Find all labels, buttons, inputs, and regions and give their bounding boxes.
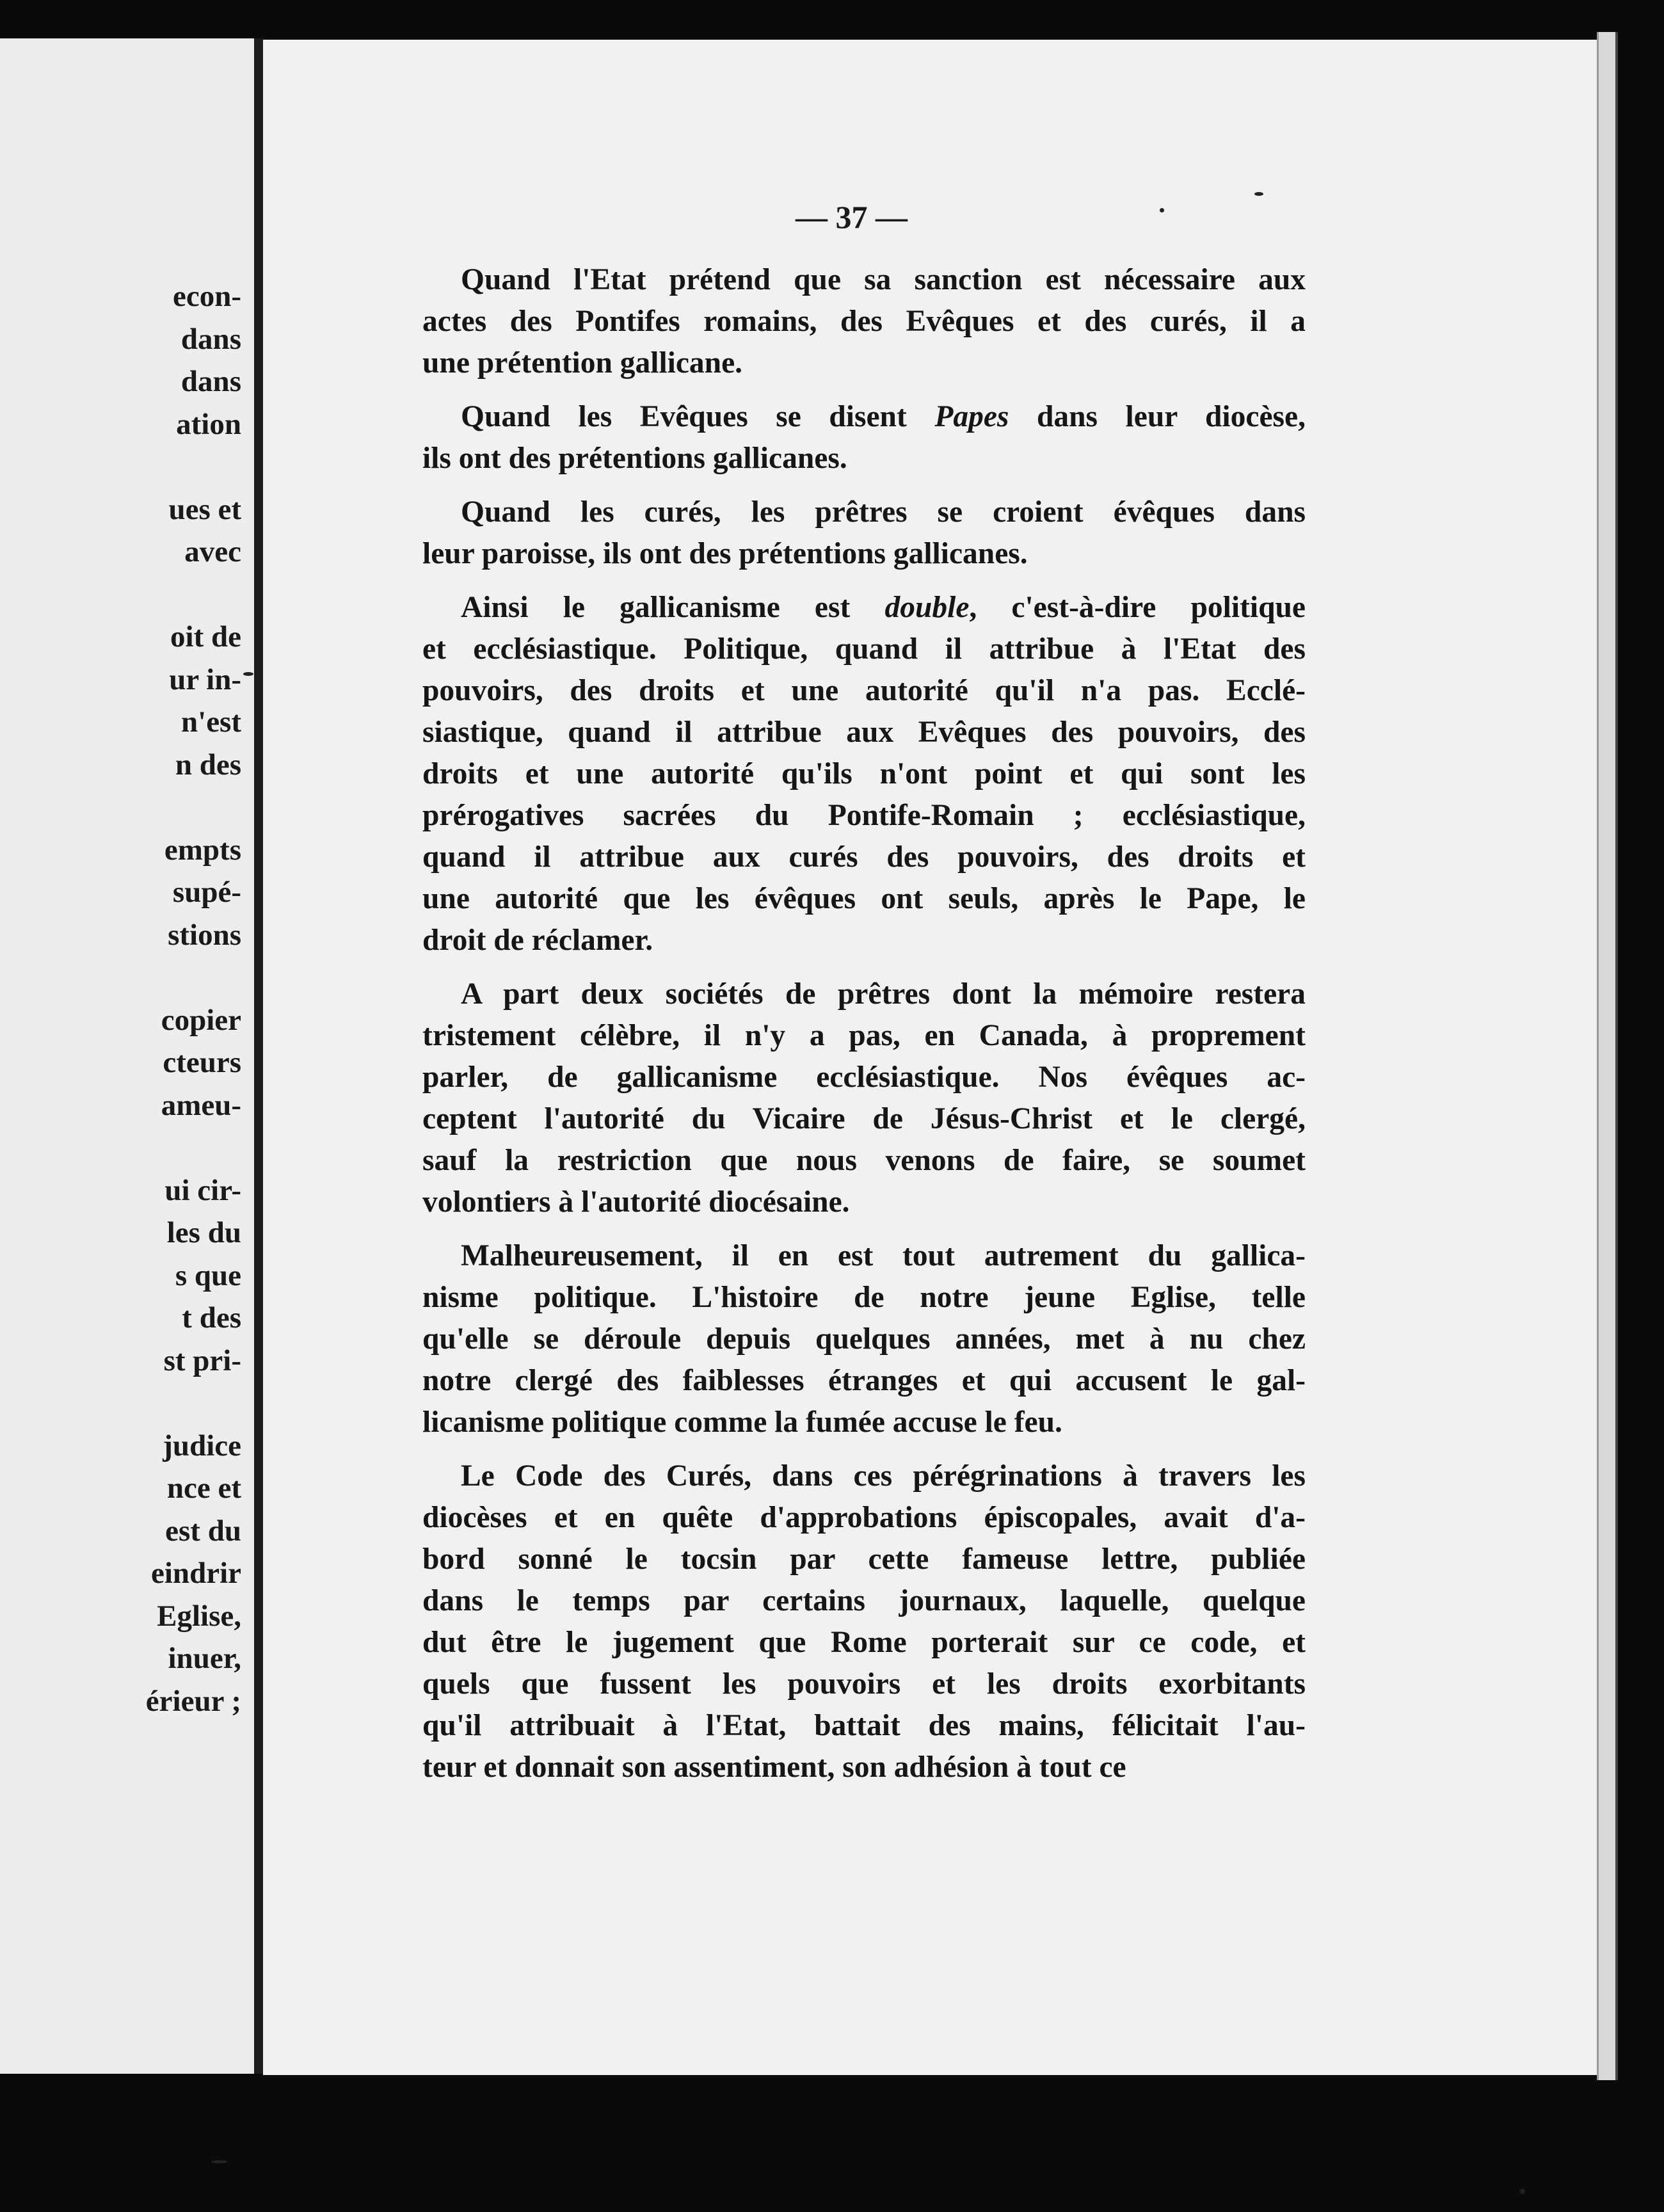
- left-page-fragment: ameu-: [161, 1088, 241, 1122]
- text-line: qu'elle se déroule depuis quelques années, met à nu chez: [422, 1322, 1306, 1356]
- text-line: A part deux sociétés de prêtres dont la mémoire restera: [461, 977, 1306, 1011]
- text-line: une prétention gallicane.: [422, 346, 743, 380]
- text-line: parler, de gallicanisme ecclésiastique. Nos évêques ac-: [422, 1061, 1306, 1094]
- left-page-fragment: st pri-: [163, 1343, 241, 1377]
- page-number: — 37 —: [796, 199, 908, 235]
- text-line: dut être le jugement que Rome porterait sur ce code, et: [422, 1626, 1306, 1659]
- text-line: une autorité que les évêques ont seuls, après le Pape, le: [422, 882, 1306, 915]
- text-line: sauf la restriction que nous venons de faire, se soumet: [422, 1144, 1306, 1177]
- left-page-fragment: ues et: [168, 492, 241, 526]
- text-line: nisme politique. L'histoire de notre jeune Eglise, telle: [422, 1281, 1306, 1314]
- left-page-fragment: copier: [161, 1003, 241, 1037]
- text-line: ils ont des prétentions gallicanes.: [422, 442, 847, 475]
- left-page-fragment: nce et: [166, 1471, 241, 1505]
- text-line: droit de réclamer.: [422, 924, 653, 957]
- left-page-fragment: Eglise,: [157, 1599, 241, 1633]
- text-line: quand il attribue aux curés des pouvoirs, des droits et: [422, 840, 1306, 874]
- paragraph: [422, 974, 1306, 1223]
- left-page-fragment: oit de: [170, 620, 241, 653]
- text-line: Quand les curés, les prêtres se croient évêques dans: [461, 495, 1306, 529]
- text-line: bord sonné le tocsin par cette fameuse lettre, publiée: [422, 1543, 1306, 1576]
- text-line: teur et donnait son assentiment, son adhésion à tout ce: [422, 1751, 1126, 1784]
- left-page-fragment: dans: [180, 365, 241, 398]
- paragraph: [422, 587, 1306, 961]
- text-line: Quand les Evêques se disent Papes dans leur diocèse,: [461, 400, 1306, 433]
- left-page-fragment: eindrir: [151, 1557, 241, 1590]
- left-page-fragment: empts: [164, 833, 241, 867]
- text-line: leur paroisse, ils ont des prétentions gallicanes.: [422, 537, 1028, 570]
- text-line: tristement célèbre, il n'y a pas, en Canada, à proprement: [422, 1019, 1306, 1052]
- left-page-fragment: stions: [168, 918, 241, 952]
- left-page-fragment: t des: [182, 1301, 241, 1334]
- page-edge: [1597, 32, 1618, 2080]
- text-line: prérogatives sacrées du Pontife-Romain ; ecclésiastique,: [422, 799, 1306, 832]
- left-page-fragment: ur in-: [169, 662, 241, 696]
- text-line: diocèses et en quête d'approbations épiscopales, avait d'a-: [422, 1501, 1306, 1534]
- text-line: et ecclésiastique. Politique, quand il attribue à l'Etat des: [422, 632, 1306, 666]
- left-page-fragment: econ-: [172, 280, 241, 313]
- left-page-fragment: cteurs: [163, 1046, 241, 1079]
- text-line: volontiers à l'autorité diocésaine.: [422, 1185, 850, 1219]
- left-page-fragment: érieur ;: [145, 1684, 241, 1718]
- left-page-fragment: inuer,: [168, 1642, 241, 1675]
- left-page-fragment: ation: [176, 407, 241, 441]
- paragraph: [422, 492, 1306, 575]
- text-line: actes des Pontifes romains, des Evêques et des curés, il a: [422, 305, 1306, 338]
- left-page-fragment: dans: [180, 322, 241, 356]
- paragraph: [422, 259, 1306, 384]
- left-page-fragment: supé-: [172, 876, 241, 909]
- paragraph: [422, 1235, 1306, 1443]
- left-page-fragment: ui cir-: [164, 1173, 241, 1207]
- text-line: quels que fussent les pouvoirs et les droits exorbitants: [422, 1667, 1306, 1701]
- left-page-fragment: judice: [163, 1429, 241, 1463]
- left-page-fragment: n des: [175, 748, 241, 781]
- left-page-fragment: est du: [165, 1514, 241, 1548]
- left-page-fragment: n'est: [181, 705, 241, 739]
- paragraph: [422, 1455, 1306, 1788]
- text-line: dans le temps par certains journaux, laquelle, quelque: [422, 1584, 1306, 1617]
- text-line: siastique, quand il attribue aux Evêques des pouvoirs, des: [422, 716, 1306, 749]
- text-line: Malheureusement, il en est tout autrement du gallica-: [461, 1239, 1306, 1272]
- text-line: qu'il attribuait à l'Etat, battait des mains, félicitait l'au-: [422, 1709, 1306, 1742]
- text-line: Le Code des Curés, dans ces pérégrinations à travers les: [461, 1459, 1306, 1493]
- previous-page-fragment: [0, 38, 259, 2074]
- paragraph: [422, 396, 1306, 479]
- text-line: droits et une autorité qu'ils n'ont point et qui sont les: [422, 757, 1306, 790]
- text-line: ceptent l'autorité du Vicaire de Jésus-Christ et le clergé,: [422, 1102, 1306, 1135]
- text-line: licanisme politique comme la fumée accuse le feu.: [422, 1406, 1062, 1439]
- text-line: pouvoirs, des droits et une autorité qu'il n'a pas. Ecclé-: [422, 674, 1306, 707]
- text-line: Quand l'Etat prétend que sa sanction est nécessaire aux: [461, 263, 1306, 296]
- left-page-fragment: avec: [184, 535, 241, 568]
- page-gutter: [254, 38, 263, 2074]
- left-page-fragment: les du: [166, 1216, 241, 1249]
- text-line: Ainsi le gallicanisme est double, c'est-à-dire politique: [461, 591, 1306, 624]
- text-line: notre clergé des faiblesses étranges et qui accusent le gal-: [422, 1364, 1306, 1397]
- left-page-fragment: s que: [175, 1258, 241, 1292]
- body-text: [422, 259, 1306, 1800]
